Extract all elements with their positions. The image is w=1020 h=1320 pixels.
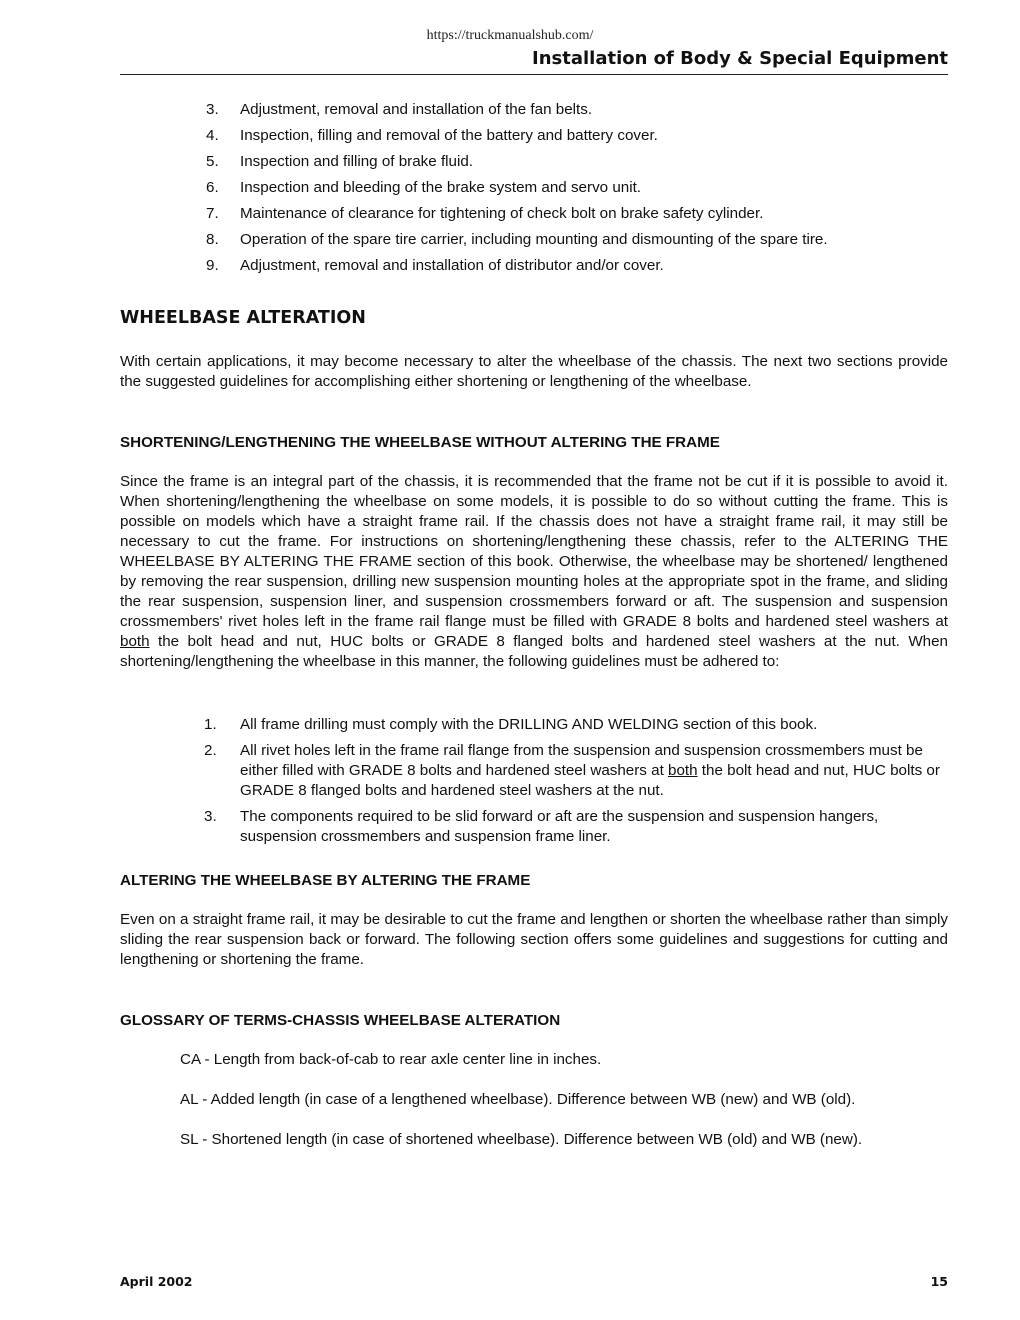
list-item-text: All rivet holes left in the frame rail flange from the suspension and suspension crossmembers must be either filled with GRADE 8 bolts and hardened steel washers at <box>240 742 923 779</box>
list-item-number: 1. <box>204 716 217 733</box>
section-heading-wheelbase-alteration: WHEELBASE ALTERATION <box>120 308 366 328</box>
without-altering-paragraph <box>120 472 948 672</box>
list-item-number: 8. <box>206 231 219 248</box>
list-item <box>120 126 948 146</box>
maintenance-list <box>120 100 948 276</box>
list-item-number: 2. <box>204 742 217 759</box>
list-item-number: 6. <box>206 179 219 196</box>
list-item-text: Adjustment, removal and installation of distributor and/or cover. <box>240 257 664 274</box>
list-item <box>120 715 948 735</box>
glossary-term-al: AL - Added length (in case of a lengthened wheelbase). Difference between WB (new) and WB (old). <box>180 1091 856 1108</box>
underlined-emphasis: both <box>668 762 698 779</box>
footer-page-number: 15 <box>930 1274 948 1289</box>
list-item-text: Inspection and bleeding of the brake system and servo unit. <box>240 179 642 196</box>
list-item <box>120 230 948 250</box>
underlined-emphasis: both <box>120 633 150 650</box>
paragraph-text: Since the frame is an integral part of the chassis, it is recommended that the frame not be cut if it is possible to avoid it. When shortening/lengthening the wheelbase on some models, it is possible to do so without cutting the frame. This is possible on models which have a straight frame rail. If the chassis does not have a straight frame rail, it may still be necessary to cut the frame. For instructions on shortening/lengthening these chassis, refer to the ALTERING THE WHEELBASE BY ALTERING THE FRAME section of this book. Otherwise, the wheelbase may be shortened/ lengthened by removing the rear suspension, drilling new suspension mounting holes at the appropriate spot in the frame, and sliding the rear suspension, suspension liner, and suspension crossmembers forward or aft. The suspension and suspension crossmembers' rivet holes left in the frame rail flange must be filled with GRADE 8 bolts and hardened steel washers at <box>120 473 948 630</box>
list-item <box>120 807 948 847</box>
list-item-text: Inspection, filling and removal of the battery and battery cover. <box>240 127 658 144</box>
subheading-glossary: GLOSSARY OF TERMS-CHASSIS WHEELBASE ALTERATION <box>120 1012 561 1029</box>
list-item-number: 5. <box>206 153 219 170</box>
list-item <box>120 741 948 801</box>
source-url: https://truckmanualshub.com/ <box>426 28 594 43</box>
list-item-text-continued: the bolt head and nut, HUC bolts or GRADE 8 flanged bolts and hardened steel washers at the nut. <box>240 762 940 799</box>
list-item-text: Adjustment, removal and installation of the fan belts. <box>240 101 593 118</box>
glossary-term-ca: CA - Length from back-of-cab to rear axle center line in inches. <box>180 1051 602 1068</box>
frame-guidelines-list <box>120 715 948 853</box>
list-item-number: 9. <box>206 257 219 274</box>
wheelbase-intro-paragraph: With certain applications, it may become necessary to alter the wheelbase of the chassis. The next two sections provide the suggested guidelines for accomplishing either shortening or lengthening of the wheelbase. <box>120 353 948 390</box>
list-item-number: 4. <box>206 127 219 144</box>
header-rule <box>120 74 948 75</box>
list-item-text: The components required to be slid forward or aft are the suspension and suspension hangers, suspension crossmembers and suspension frame liner. <box>240 808 879 845</box>
footer-date: April 2002 <box>120 1274 193 1289</box>
altering-frame-paragraph: Even on a straight frame rail, it may be desirable to cut the frame and lengthen or shorten the wheelbase rather than simply sliding the rear suspension back or forward. The following section offers some guidelines and suggestions for cutting and lengthening or shortening the frame. <box>120 911 948 968</box>
list-item <box>120 152 948 172</box>
subheading-altering-frame: ALTERING THE WHEELBASE BY ALTERING THE FRAME <box>120 872 531 889</box>
list-item <box>120 100 948 120</box>
list-item-text: Inspection and filling of brake fluid. <box>240 153 474 170</box>
list-item-number: 3. <box>204 808 217 825</box>
list-item-number: 3. <box>206 101 219 118</box>
paragraph-text-continued: the bolt head and nut, HUC bolts or GRADE 8 flanged bolts and hardened steel washers at the nut. When shortening/lengthening the wheelbase in this manner, the following guidelines must be adhered to: <box>120 633 948 670</box>
list-item-number: 7. <box>206 205 219 222</box>
page-body <box>120 100 948 1148</box>
list-item <box>120 178 948 198</box>
subheading-without-altering-frame: SHORTENING/LENGTHENING THE WHEELBASE WITHOUT ALTERING THE FRAME <box>120 434 720 451</box>
list-item-text: Maintenance of clearance for tightening of check bolt on brake safety cylinder. <box>240 205 764 222</box>
list-item <box>120 256 948 276</box>
running-header-title: Installation of Body & Special Equipment <box>532 48 948 69</box>
list-item-text: Operation of the spare tire carrier, including mounting and dismounting of the spare tire. <box>240 231 828 248</box>
glossary-term-sl: SL - Shortened length (in case of shortened wheelbase). Difference between WB (old) and WB (new). <box>180 1131 863 1148</box>
list-item-text: All frame drilling must comply with the DRILLING AND WELDING section of this book. <box>240 716 818 733</box>
list-item <box>120 204 948 224</box>
